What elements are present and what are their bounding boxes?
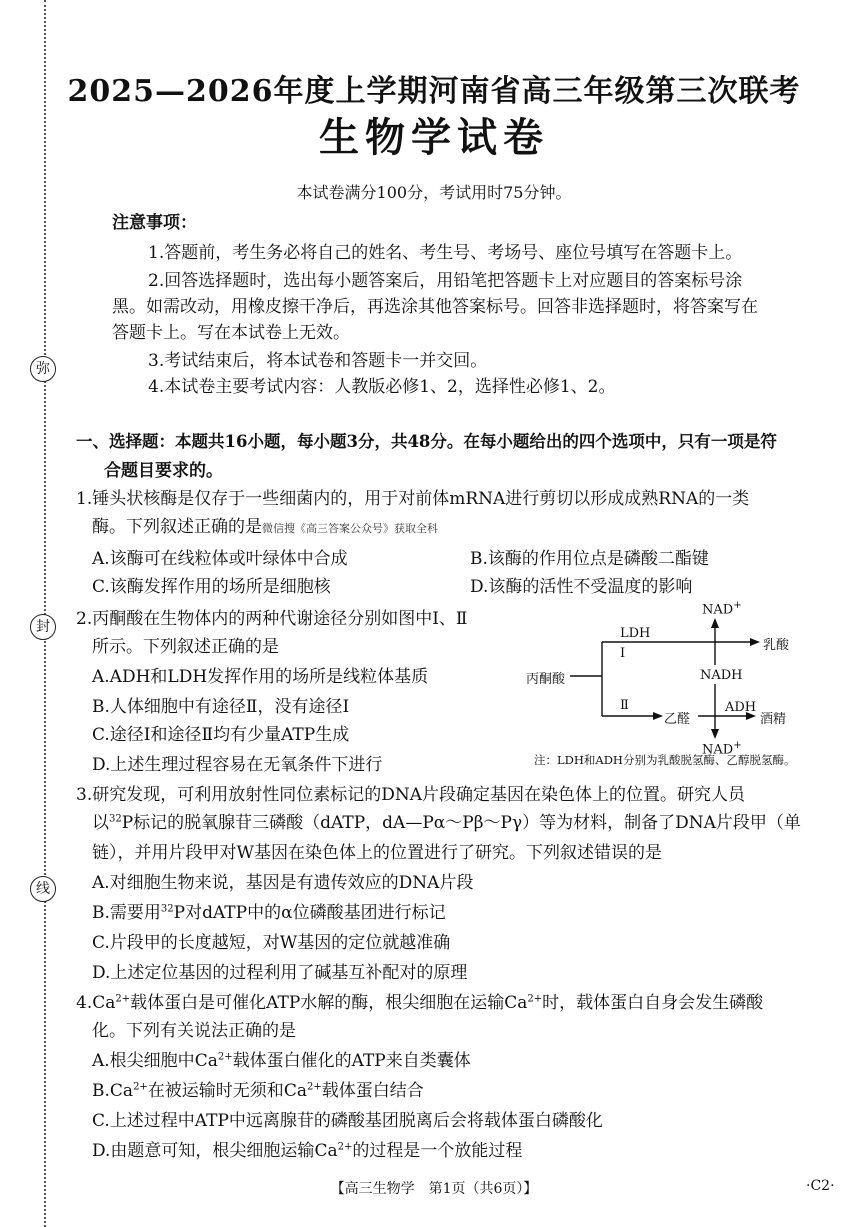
note-item: 2.回答选择题时，选出每小题答案后，用铅笔把答题卡上对应题目的答案标号涂 — [148, 271, 743, 291]
label-pyruvate: 丙酮酸 — [526, 672, 566, 687]
label-nadh: NADH — [700, 668, 743, 683]
q4-option-a: A.根尖细胞中$Ca^{2+}$载体蛋白催化的ATP来自类囊体 — [92, 1051, 471, 1071]
footer-page-info: 【高三生物学 第1页（共6页）】 — [330, 1181, 538, 1197]
binding-mark-xian: 线 — [30, 876, 56, 902]
q3-option-b: B.需要用$^{32}$P对dATP中的α位磷酸基团进行标记 — [92, 903, 446, 923]
q3-stem: 3.研究发现，可利用放射性同位素标记的DNA片段确定基因在染色体上的位置。研究人员 — [76, 785, 745, 805]
note-item: 黑。如需改动，用橡皮擦干净后，再选涂其他答案标号。回答非选择题时，将答案写在 — [112, 297, 758, 317]
q3-option-d: D.上述定位基因的过程利用了碱基互补配对的原理 — [92, 963, 468, 983]
q4-stem: $4.Ca^{2+}$载体蛋白是可催化ATP水解的酶，根尖细胞在运输$Ca^{2+}$时，载体蛋白自身会发生磷酸 — [76, 993, 764, 1013]
label-nad-bottom: NAD+ — [702, 740, 742, 758]
diagram-note: 注：LDH和ADH分别为乳酸脱氢酶、乙醇脱氢酶。 — [534, 753, 796, 767]
exam-title: 2025—2026年度上学期河南省高三年级第三次联考 — [67, 74, 801, 109]
note-item: 1.答题前，考生务必将自己的姓名、考生号、考场号、座位号填写在答题卡上。 — [148, 243, 743, 263]
q4-option-b: $B.Ca^{2+}$在被运输时无须和$Ca^{2+}$载体蛋白结合 — [92, 1081, 424, 1101]
note-item: 答题卡上。写在本试卷上无效。 — [112, 323, 350, 343]
q4-stem-cont: 化。下列有关说法正确的是 — [92, 1021, 296, 1041]
note-item: 4.本试卷主要考试内容：人教版必修1、2，选择性必修1、2。 — [148, 377, 616, 397]
q4-option-c: C.上述过程中ATP中远离腺苷的磷酸基团脱离后会将载体蛋白磷酸化 — [92, 1111, 603, 1131]
q4-option-d: D.由题意可知，根尖细胞运输$Ca^{2+}$的过程是一个放能过程 — [92, 1141, 523, 1161]
q1-option-a: A.该酶可在线粒体或叶绿体中合成 — [92, 549, 348, 569]
notes-heading: 注意事项： — [112, 213, 197, 233]
label-nad-top: NAD+ — [702, 600, 742, 618]
q3-option-a: A.对细胞生物来说，基因是有遗传效应的DNA片段 — [92, 873, 474, 893]
subject-title: 生物学试卷 — [319, 114, 549, 161]
label-path-1: Ⅰ — [620, 646, 626, 661]
q2-stem-cont: 所示。下列叙述正确的是 — [92, 637, 279, 657]
q3-option-c: C.片段甲的长度越短，对W基因的定位就越准确 — [92, 933, 451, 953]
exam-info: 本试卷满分100分，考试用时75分钟。 — [296, 183, 572, 202]
label-ldh: LDH — [620, 626, 651, 641]
metabolism-diagram — [520, 598, 860, 768]
q1-option-d: D.该酶的活性不受温度的影响 — [470, 577, 693, 597]
q1-option-b: B.该酶的作用位点是磷酸二酯键 — [470, 549, 709, 569]
q2-option-d: D.上述生理过程容易在无氧条件下进行 — [92, 755, 383, 775]
footer-code: ·C2· — [806, 1178, 835, 1194]
q2-option-b: B.人体细胞中有途径Ⅱ，没有途径Ⅰ — [92, 697, 350, 717]
q1-stem-cont: 酶。下列叙述正确的是微信搜《高三答案公众号》获取全科 — [92, 517, 438, 537]
label-alcohol: 酒精 — [760, 712, 787, 727]
note-item: 3.考试结束后，将本试卷和答题卡一并交回。 — [148, 351, 488, 371]
q1-option-c: C.该酶发挥作用的场所是细胞核 — [92, 577, 331, 597]
q1-stem: 1.锤头状核酶是仅存于一些细菌内的，用于对前体mRNA进行剪切以形成成熟RNA的一类 — [76, 489, 750, 509]
diagram-lines — [520, 598, 860, 768]
q2-option-a: A.ADH和LDH发挥作用的场所是线粒体基质 — [92, 667, 429, 687]
q3-stem-cont: 以$^{32}$P标记的脱氧腺苷三磷酸（dATP，dA—Pα～Pβ～Pγ）等为材料，制备了DNA片段甲（单 — [92, 813, 801, 833]
label-path-2: Ⅱ — [620, 698, 629, 713]
q2-option-c: C.途径Ⅰ和途径Ⅱ均有少量ATP生成 — [92, 725, 350, 745]
q3-stem-cont2: 链），并用片段甲对W基因在染色体上的位置进行了研究。下列叙述错误的是 — [92, 843, 662, 863]
watermark: 微信搜《高三答案公众号》获取全科 — [262, 522, 438, 535]
label-adh: ADH — [725, 700, 757, 715]
section-heading: 一、选择题：本题共16小题，每小题3分，共48分。在每小题给出的四个选项中，只有一项是符 — [76, 432, 777, 451]
q2-stem: 2.丙酮酸在生物体内的两种代谢途径分别如图中Ⅰ、Ⅱ — [76, 609, 468, 629]
label-lactic-acid: 乳酸 — [763, 638, 790, 653]
label-acetaldehyde: 乙醛 — [664, 712, 691, 727]
binding-mark-feng: 封 — [30, 614, 56, 640]
binding-mark-mi: 弥 — [30, 356, 56, 382]
section-heading-cont: 合题目要求的。 — [104, 461, 223, 481]
